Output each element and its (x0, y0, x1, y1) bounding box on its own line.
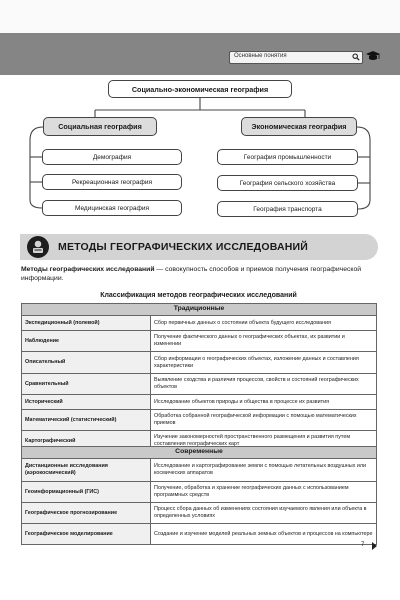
method-description: Исследование объектов природы и общества в процессе их развития (151, 395, 377, 410)
method-description: Изучение закономерностей пространственного размещения и развития путем составления географических карт (151, 431, 377, 452)
methods-table-traditional (21, 303, 377, 452)
social-child-box: Рекреационная география (42, 174, 182, 190)
group-header: Современные (22, 447, 377, 459)
method-description: Процесс сбора данных об изменениях состояния изучаемого явления или объекта в определенных условиях (151, 503, 377, 524)
method-name: Исторический (22, 395, 151, 410)
social-child-box: Демография (42, 149, 182, 165)
definition-text: — совокупность способов и приемов получения географической информации. (21, 266, 362, 282)
method-description: Создание и изучение моделей реальных земных объектов и процессов на компьютере (151, 524, 377, 545)
method-description: Получение, обработка и хранение географических данных с использованием программных средств (151, 482, 377, 503)
graduation-cap-icon (365, 49, 381, 63)
reader-icon (27, 236, 49, 258)
method-name: Математический (статистический) (22, 410, 151, 431)
search-field[interactable] (229, 51, 363, 64)
table-row (22, 316, 377, 331)
search-placeholder: Основные понятия (234, 53, 287, 59)
definition (21, 265, 366, 283)
table-row (22, 482, 377, 503)
table-row (22, 459, 377, 482)
economic-child-box: География сельского хозяйства (217, 175, 358, 191)
table-title: Классификация методов географических исследований (100, 292, 297, 299)
methods-table-modern (21, 446, 377, 545)
method-name: Географическое моделирование (22, 524, 151, 545)
method-description: Выявление сходства и различия процессов, свойств и состояний географических объектов (151, 374, 377, 395)
method-description: Получение фактического данных о географических объектах, их развитии и изменении (151, 331, 377, 352)
method-name: Картографический (22, 431, 151, 452)
economic-geography-box: Экономическая география (241, 117, 357, 136)
table-row (22, 331, 377, 352)
method-name: Описательный (22, 352, 151, 374)
next-page-arrow-icon[interactable] (372, 542, 377, 550)
method-description: Исследование и картографирование земли с помощью летательных воздушных или космических аппаратов (151, 459, 377, 482)
method-name: Сравнительный (22, 374, 151, 395)
method-description: Сбор информации о географических объектах, изложение данных и составления характеристики (151, 352, 377, 374)
social-geography-box: Социальная география (43, 117, 157, 136)
method-description: Сбор первичных данных о состоянии объекта будущего исследования (151, 316, 377, 331)
method-name: Экспедиционный (полевой) (22, 316, 151, 331)
root-box: Социально-экономическая география (108, 80, 292, 98)
economic-child-box: География транспорта (217, 201, 358, 217)
table-row (22, 374, 377, 395)
table-row (22, 410, 377, 431)
method-name: Дистанционные исследования (аэрокосмический) (22, 459, 151, 482)
definition-term: Методы географических исследований (21, 266, 155, 273)
method-description: Обработка собранной географической информации с помощью математических приемов (151, 410, 377, 431)
table-row (22, 395, 377, 410)
economic-child-box: География промышленности (217, 149, 358, 165)
method-name: Наблюдение (22, 331, 151, 352)
section-title: МЕТОДЫ ГЕОГРАФИЧЕСКИХ ИССЛЕДОВАНИЙ (58, 241, 309, 253)
page-number: 7 (361, 542, 365, 548)
table-row (22, 352, 377, 374)
method-name: Геоинформационный (ГИС) (22, 482, 151, 503)
search-icon[interactable] (352, 53, 360, 61)
social-child-box: Медицинская география (42, 200, 182, 216)
top-margin (0, 0, 400, 33)
method-name: Географическое прогнозирование (22, 503, 151, 524)
table-row (22, 524, 377, 545)
group-header: Традиционные (22, 304, 377, 316)
table-row (22, 503, 377, 524)
